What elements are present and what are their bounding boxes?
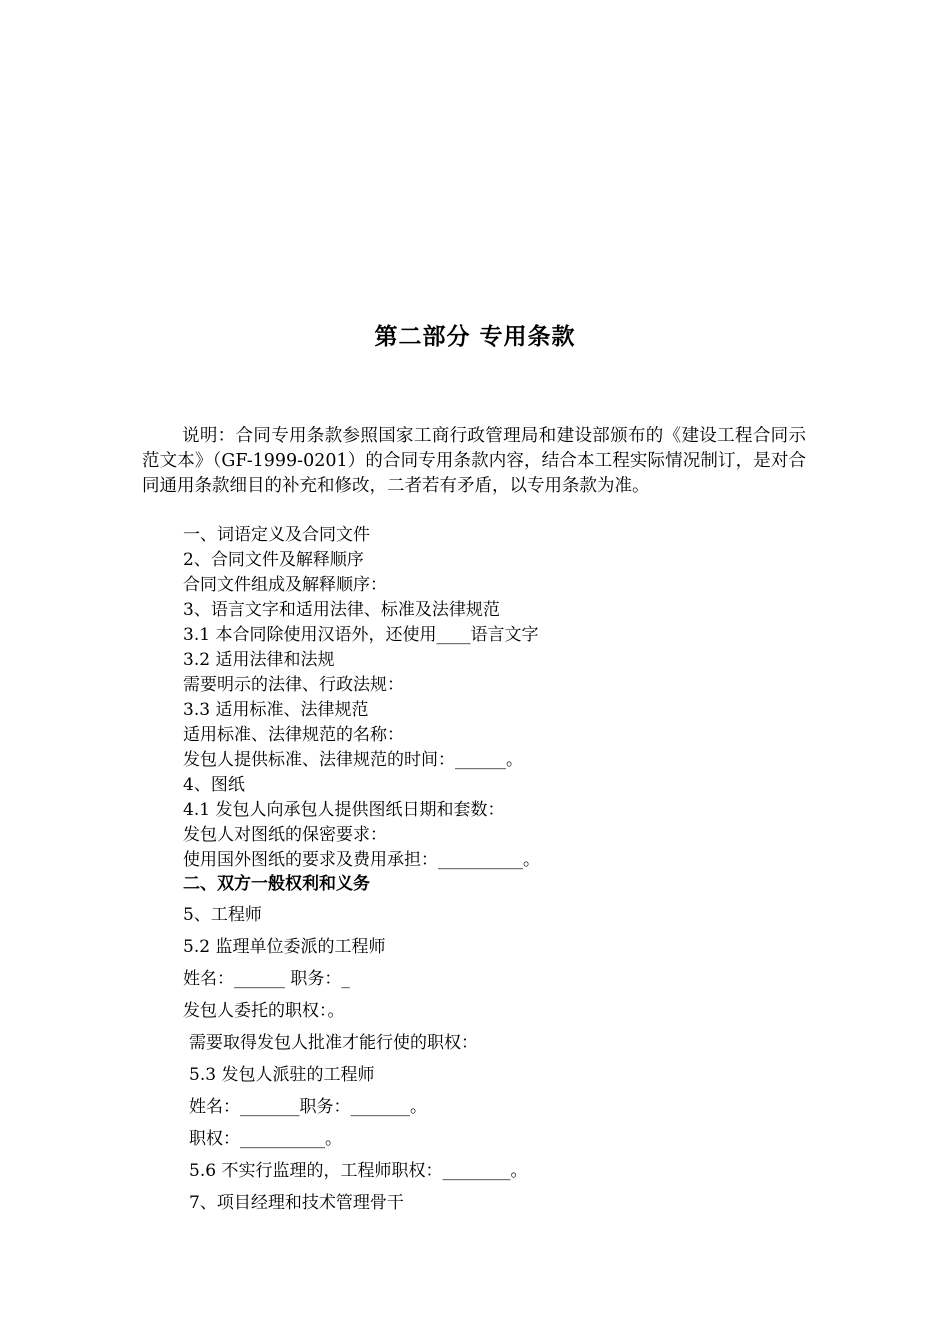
clause-text: 发包人委托的职权：。 <box>183 1001 345 1021</box>
clause-heading: 3、语言文字和适用法律、标准及法律规范 <box>183 600 500 620</box>
clause-text: 发包人提供标准、法律规范的时间：______。 <box>183 750 523 770</box>
section-heading: 一、词语定义及合同文件 <box>183 525 370 545</box>
clause-text: 需要明示的法律、行政法规： <box>183 675 404 695</box>
clause-heading: 4、图纸 <box>183 775 245 795</box>
clause-text: 5.6 不实行监理的，工程师职权：________。 <box>189 1161 528 1181</box>
clause-text: 需要取得发包人批准才能行使的职权： <box>189 1033 478 1053</box>
page-title: 第二部分 专用条款 <box>374 324 576 350</box>
clause-text: 职权：__________。 <box>189 1129 342 1149</box>
clause-heading: 5.2 监理单位委派的工程师 <box>183 937 386 957</box>
clause-text: 合同文件组成及解释顺序： <box>183 575 387 595</box>
clause-heading: 7、项目经理和技术管理骨干 <box>189 1193 404 1213</box>
clause-text: 发包人对图纸的保密要求： <box>183 825 387 845</box>
intro-paragraph: 说明：合同专用条款参照国家工商行政管理局和建设部颁布的《建设工程合同示范文本》（GF-1999-0201）的合同专用条款内容，结合本工程实际情况制订，是对合同通用条款细目的补充和修改，二者若有矛盾，以专用条款为准。 <box>142 426 806 496</box>
clause-heading: 2、合同文件及解释顺序 <box>183 550 364 570</box>
clause-heading: 5、工程师 <box>183 905 262 925</box>
clause-text: 姓名：______ 职务：_ <box>183 969 350 989</box>
clause-heading: 5.3 发包人派驻的工程师 <box>189 1065 375 1085</box>
clause-text: 4.1 发包人向承包人提供图纸日期和套数： <box>183 800 505 820</box>
clause-heading: 3.2 适用法律和法规 <box>183 650 335 670</box>
section-heading: 二、双方一般权利和义务 <box>183 874 370 894</box>
clause-heading: 3.3 适用标准、法律规范 <box>183 700 369 720</box>
clause-text: 适用标准、法律规范的名称： <box>183 725 404 745</box>
clause-text: 姓名：_______职务：_______。 <box>189 1097 427 1117</box>
clause-text: 3.1 本合同除使用汉语外，还使用____语言文字 <box>183 625 539 645</box>
clause-text: 使用国外图纸的要求及费用承担：__________。 <box>183 850 540 870</box>
